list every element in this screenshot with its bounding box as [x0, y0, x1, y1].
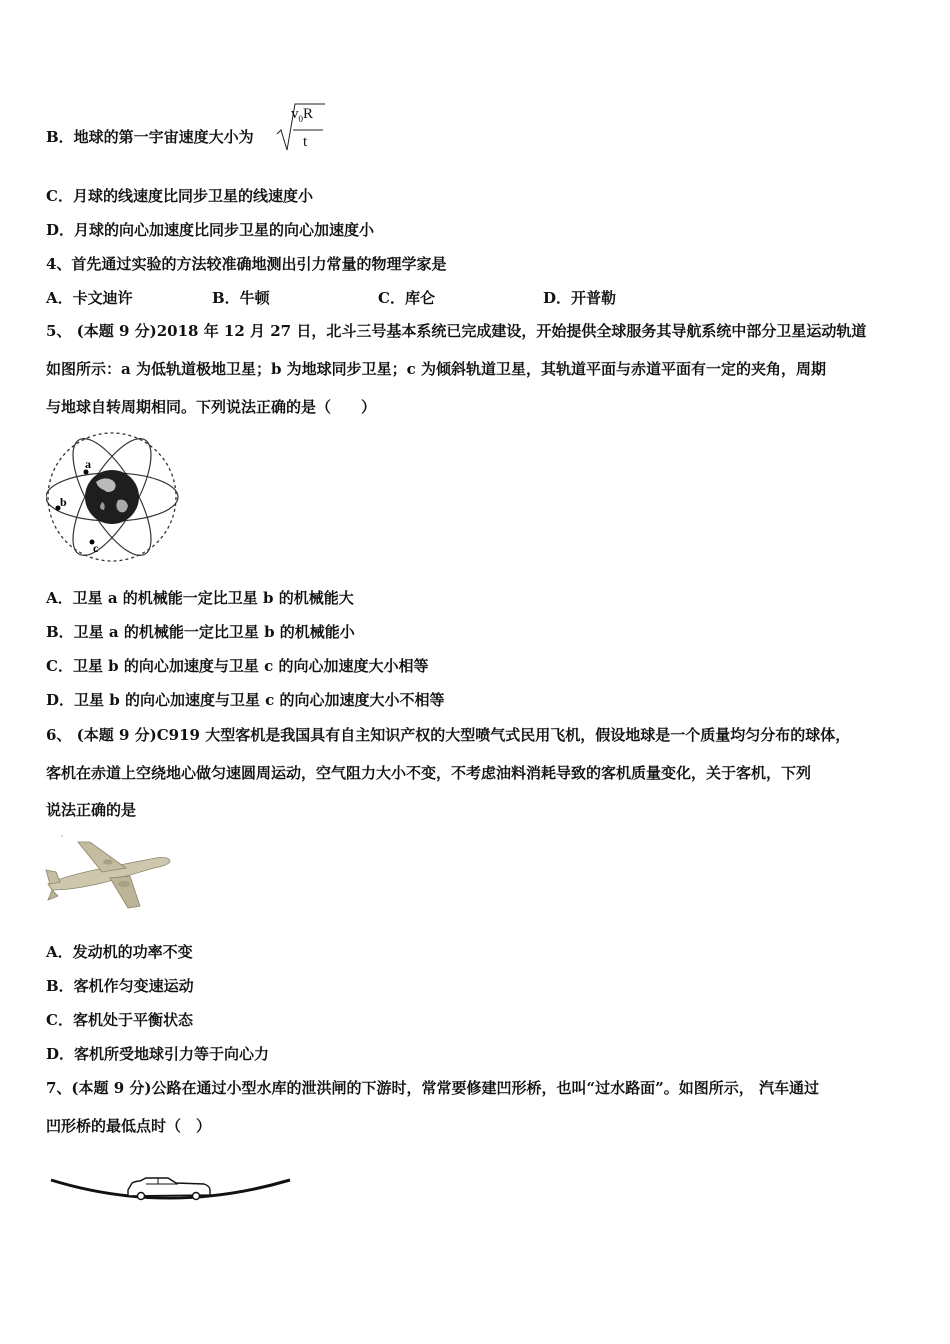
q5-stem-line-3: 与地球自转周期相同。下列说法正确的是（ ） — [46, 398, 377, 416]
airplane-icon — [44, 832, 174, 912]
q4-option-a: A．卡文迪许 — [46, 289, 133, 307]
earth-globe-icon — [85, 470, 139, 524]
q5-stem-line-1: 5、 (本题 9 分)2018 年 12 月 27 日，北斗三号基本系统已完成建设，开始提供全球服务其导航系统中部分卫星运动轨道 — [46, 322, 867, 340]
formula-v: v — [291, 106, 299, 122]
formula-denominator: t — [303, 134, 308, 150]
label-c: c — [93, 541, 99, 555]
car-icon — [128, 1178, 210, 1200]
concave-bridge-figure — [48, 1168, 293, 1208]
formula-numerator — [291, 106, 313, 124]
formula-sub: 0 — [298, 114, 303, 124]
satellite-orbit-figure — [46, 430, 182, 565]
q3-option-c: C．月球的线速度比同步卫星的线速度小 — [46, 187, 313, 205]
q6-option-d: D．客机所受地球引力等于向心力 — [46, 1045, 270, 1063]
q5-stem-line-2: 如图所示：a 为低轨道极地卫星；b 为地球同步卫星；c 为倾斜轨道卫星，其轨道平面与赤道平面有一定的夹角，周期 — [46, 360, 827, 378]
label-b: b — [60, 495, 67, 509]
q5-option-b: B．卫星 a 的机械能一定比卫星 b 的机械能小 — [46, 623, 355, 641]
q5-option-a: A．卫星 a 的机械能一定比卫星 b 的机械能大 — [46, 589, 354, 607]
q4-option-c: C．库仑 — [378, 289, 435, 307]
q4-option-d: D．开普勒 — [543, 289, 617, 307]
q3-option-b — [46, 127, 254, 147]
bridge-car-diagram — [48, 1168, 293, 1208]
q4-stem: 4、首先通过实验的方法较准确地测出引力常量的物理学家是 — [46, 255, 447, 273]
q6-stem-line-3: 说法正确的是 — [46, 801, 137, 819]
airplane-figure — [44, 832, 174, 912]
q3-option-d: D．月球的向心加速度比同步卫星的向心加速度小 — [46, 221, 375, 239]
q5-option-c: C．卫星 b 的向心加速度与卫星 c 的向心加速度大小相等 — [46, 657, 429, 675]
q6-stem-line-1: 6、 (本题 9 分)C919 大型客机是我国具有自主知识产权的大型喷气式民用飞机，假设地球是一个质量均匀分布的球体， — [46, 726, 851, 744]
q6-stem-line-2: 客机在赤道上空绕地心做匀速圆周运动，空气阻力大小不变，不考虑油料消耗导致的客机质量变化，关于客机，下列 — [46, 764, 812, 782]
q7-stem-line-2: 凹形桥的最低点时（ ） — [46, 1117, 212, 1135]
q7-stem-line-1: 7、(本题 9 分)公路在通过小型水库的泄洪闸的下游时，常常要修建凹形桥，也叫“过水路面”。如图所示， 汽车通过 — [46, 1079, 819, 1097]
q6-option-b: B．客机作匀变速运动 — [46, 977, 194, 995]
q5-option-d: D．卫星 b 的向心加速度与卫星 c 的向心加速度大小不相等 — [46, 691, 445, 709]
formula-r: R — [303, 106, 314, 122]
label-a: a — [85, 457, 91, 471]
q6-option-a: A．发动机的功率不变 — [46, 943, 193, 961]
q3-option-b-text: B．地球的第一宇宙速度大小为 — [46, 128, 254, 146]
q4-option-b: B．牛顿 — [212, 289, 270, 307]
orbit-diagram — [46, 430, 182, 565]
sqrt-formula — [275, 100, 335, 155]
q6-option-c: C．客机处于平衡状态 — [46, 1011, 193, 1029]
